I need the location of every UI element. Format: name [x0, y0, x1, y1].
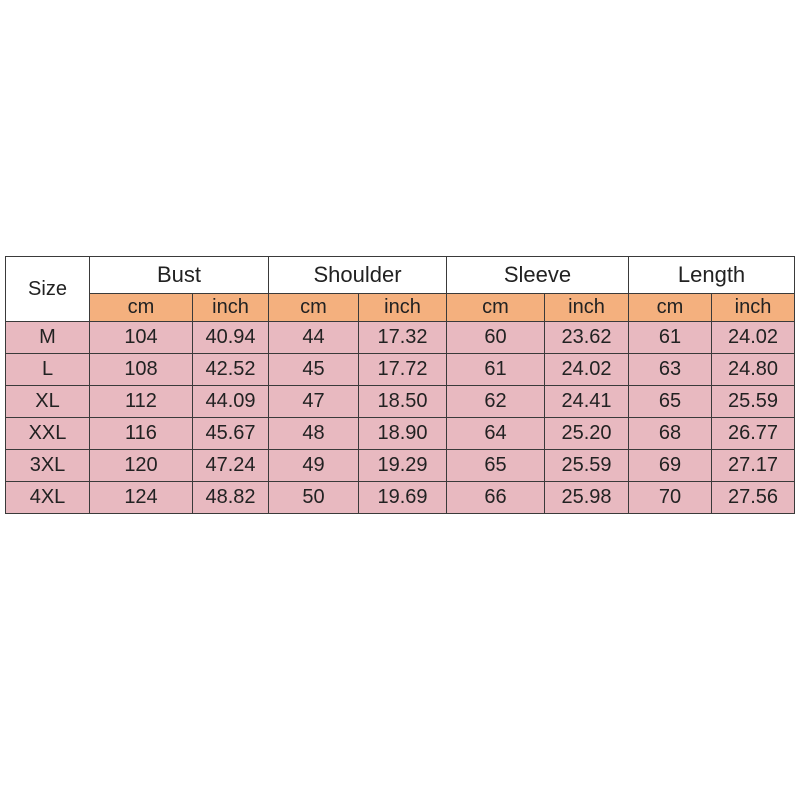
- unit-cell: cm: [90, 294, 193, 322]
- value-cell: 45: [269, 354, 359, 386]
- value-cell: 24.41: [545, 386, 629, 418]
- value-cell: 66: [447, 482, 545, 514]
- size-cell: XXL: [6, 418, 90, 450]
- value-cell: 17.32: [359, 322, 447, 354]
- value-cell: 69: [629, 450, 712, 482]
- group-header-row: [6, 257, 795, 294]
- table-row: [6, 482, 795, 514]
- size-cell: M: [6, 322, 90, 354]
- value-cell: 24.02: [712, 322, 795, 354]
- value-cell: 61: [447, 354, 545, 386]
- value-cell: 49: [269, 450, 359, 482]
- bust-header: Bust: [90, 257, 269, 294]
- value-cell: 70: [629, 482, 712, 514]
- value-cell: 120: [90, 450, 193, 482]
- size-chart-table: [5, 256, 795, 514]
- unit-cell: inch: [359, 294, 447, 322]
- value-cell: 44: [269, 322, 359, 354]
- size-cell: XL: [6, 386, 90, 418]
- value-cell: 47.24: [193, 450, 269, 482]
- unit-cell: inch: [545, 294, 629, 322]
- unit-cell: cm: [447, 294, 545, 322]
- value-cell: 124: [90, 482, 193, 514]
- value-cell: 19.29: [359, 450, 447, 482]
- value-cell: 18.50: [359, 386, 447, 418]
- value-cell: 45.67: [193, 418, 269, 450]
- value-cell: 64: [447, 418, 545, 450]
- value-cell: 50: [269, 482, 359, 514]
- size-header: Size: [6, 257, 90, 322]
- unit-cell: cm: [629, 294, 712, 322]
- table-row: [6, 322, 795, 354]
- value-cell: 19.69: [359, 482, 447, 514]
- size-cell: 4XL: [6, 482, 90, 514]
- value-cell: 25.98: [545, 482, 629, 514]
- value-cell: 63: [629, 354, 712, 386]
- value-cell: 62: [447, 386, 545, 418]
- value-cell: 48: [269, 418, 359, 450]
- length-header: Length: [629, 257, 795, 294]
- value-cell: 60: [447, 322, 545, 354]
- value-cell: 68: [629, 418, 712, 450]
- value-cell: 48.82: [193, 482, 269, 514]
- value-cell: 17.72: [359, 354, 447, 386]
- value-cell: 47: [269, 386, 359, 418]
- table-row: [6, 418, 795, 450]
- table-row: [6, 450, 795, 482]
- value-cell: 116: [90, 418, 193, 450]
- value-cell: 25.59: [712, 386, 795, 418]
- unit-cell: inch: [193, 294, 269, 322]
- value-cell: 108: [90, 354, 193, 386]
- value-cell: 27.17: [712, 450, 795, 482]
- value-cell: 26.77: [712, 418, 795, 450]
- unit-cell: inch: [712, 294, 795, 322]
- value-cell: 61: [629, 322, 712, 354]
- value-cell: 42.52: [193, 354, 269, 386]
- unit-header-row: [6, 294, 795, 322]
- table-row: [6, 386, 795, 418]
- value-cell: 24.02: [545, 354, 629, 386]
- value-cell: 65: [447, 450, 545, 482]
- value-cell: 40.94: [193, 322, 269, 354]
- table-row: [6, 354, 795, 386]
- value-cell: 23.62: [545, 322, 629, 354]
- value-cell: 25.20: [545, 418, 629, 450]
- value-cell: 18.90: [359, 418, 447, 450]
- value-cell: 65: [629, 386, 712, 418]
- value-cell: 27.56: [712, 482, 795, 514]
- size-cell: 3XL: [6, 450, 90, 482]
- value-cell: 44.09: [193, 386, 269, 418]
- value-cell: 104: [90, 322, 193, 354]
- value-cell: 24.80: [712, 354, 795, 386]
- shoulder-header: Shoulder: [269, 257, 447, 294]
- value-cell: 112: [90, 386, 193, 418]
- unit-cell: cm: [269, 294, 359, 322]
- size-cell: L: [6, 354, 90, 386]
- value-cell: 25.59: [545, 450, 629, 482]
- sleeve-header: Sleeve: [447, 257, 629, 294]
